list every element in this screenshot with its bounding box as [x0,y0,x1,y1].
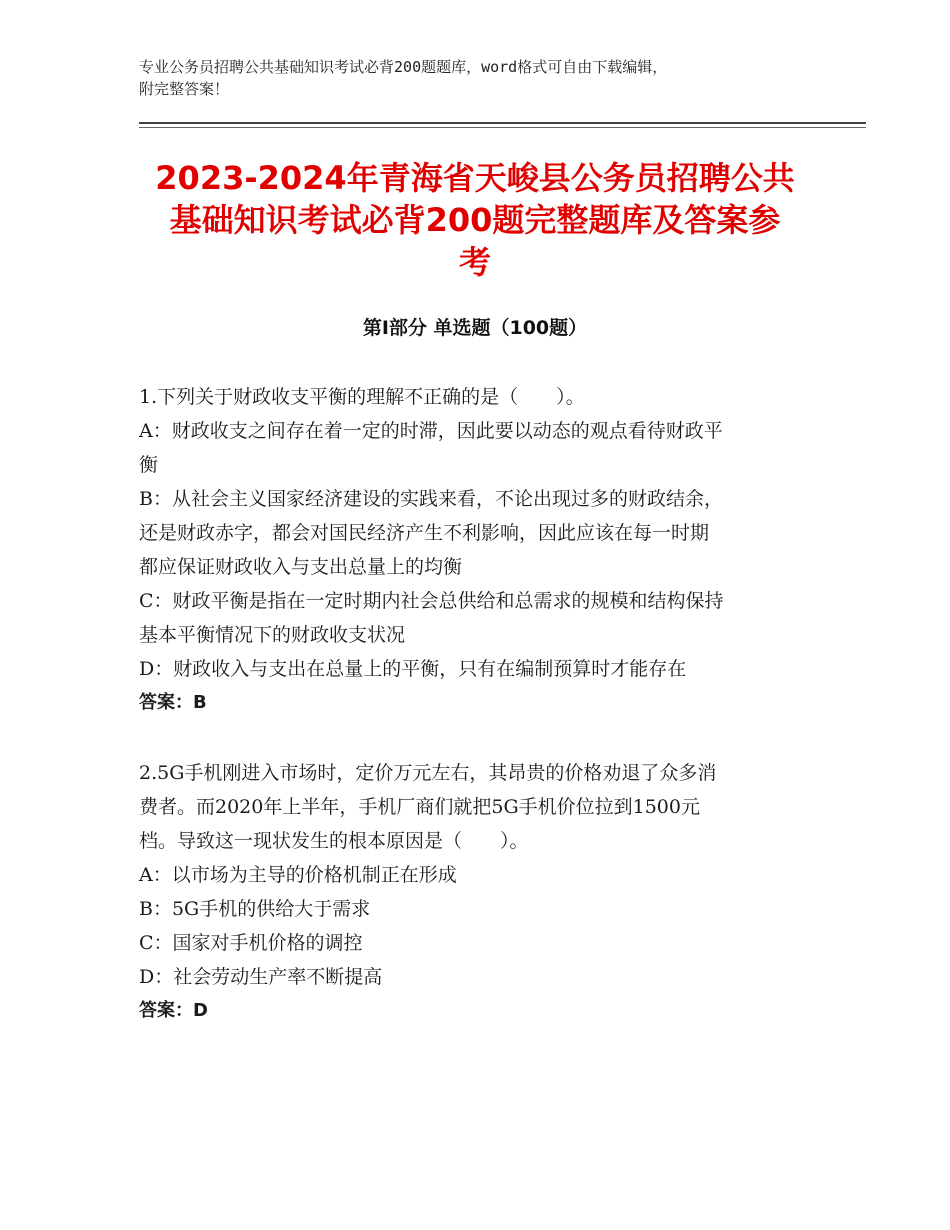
option-a [139,414,809,482]
option-line: A：财政收支之间存在着一定的时滞，因此要以动态的观点看待财政平 [139,420,723,442]
header-note [139,56,819,100]
option-c [139,926,809,960]
option-line: C：国家对手机价格的调控 [139,932,363,954]
option-line: 都应保证财政收入与支出总量上的均衡 [139,556,463,578]
option-b [139,482,809,584]
answer-label: 答案：B [139,692,207,713]
option-line: A：以市场为主导的价格机制正在形成 [139,864,457,886]
document-title [120,157,830,283]
section-title: 第I部分 单选题（100题） [362,317,588,339]
header-divider-thick [139,122,866,124]
option-line: D：财政收入与支出在总量上的平衡，只有在编制预算时才能存在 [139,658,687,680]
option-line: B：5G手机的供给大于需求 [139,898,371,920]
option-line: C：财政平衡是指在一定时期内社会总供给和总需求的规模和结构保持 [139,590,724,612]
option-line: D：社会劳动生产率不断提高 [139,966,383,988]
question-stem: 2.5G手机刚进入市场时，定价万元左右，其昂贵的价格劝退了众多消 [139,762,717,784]
question-stem: 1.下列关于财政收支平衡的理解不正确的是（ ）。 [139,386,585,408]
question-stem: 档。导致这一现状发生的根本原因是（ ）。 [139,830,529,852]
option-d [139,960,809,994]
option-line: 衡 [139,454,159,476]
option-line: 还是财政赤字，都会对国民经济产生不利影响，因此应该在每一时期 [139,522,710,544]
document-title-line: 基础知识考试必背200题完整题库及答案参 [169,201,781,239]
option-line: 基本平衡情况下的财政收支状况 [139,624,406,646]
question-stem: 费者。而2020年上半年，手机厂商们就把5G手机价位拉到1500元 [139,796,700,818]
header-note-line: 专业公务员招聘公共基础知识考试必背200题题库，word格式可自由下载编辑， [139,58,668,76]
header-divider-thin [139,127,866,128]
option-c [139,584,809,652]
question-2 [139,756,809,1028]
option-a [139,858,809,892]
document-title-line: 考 [458,243,491,281]
document-title-line: 2023-2024年青海省天峻县公务员招聘公共 [155,159,795,197]
option-line: B：从社会主义国家经济建设的实践来看，不论出现过多的财政结余， [139,488,723,510]
option-d [139,652,809,686]
header-note-line: 附完整答案！ [139,80,230,98]
question-1 [139,380,809,720]
answer-label: 答案：D [139,1000,208,1021]
option-b [139,892,809,926]
